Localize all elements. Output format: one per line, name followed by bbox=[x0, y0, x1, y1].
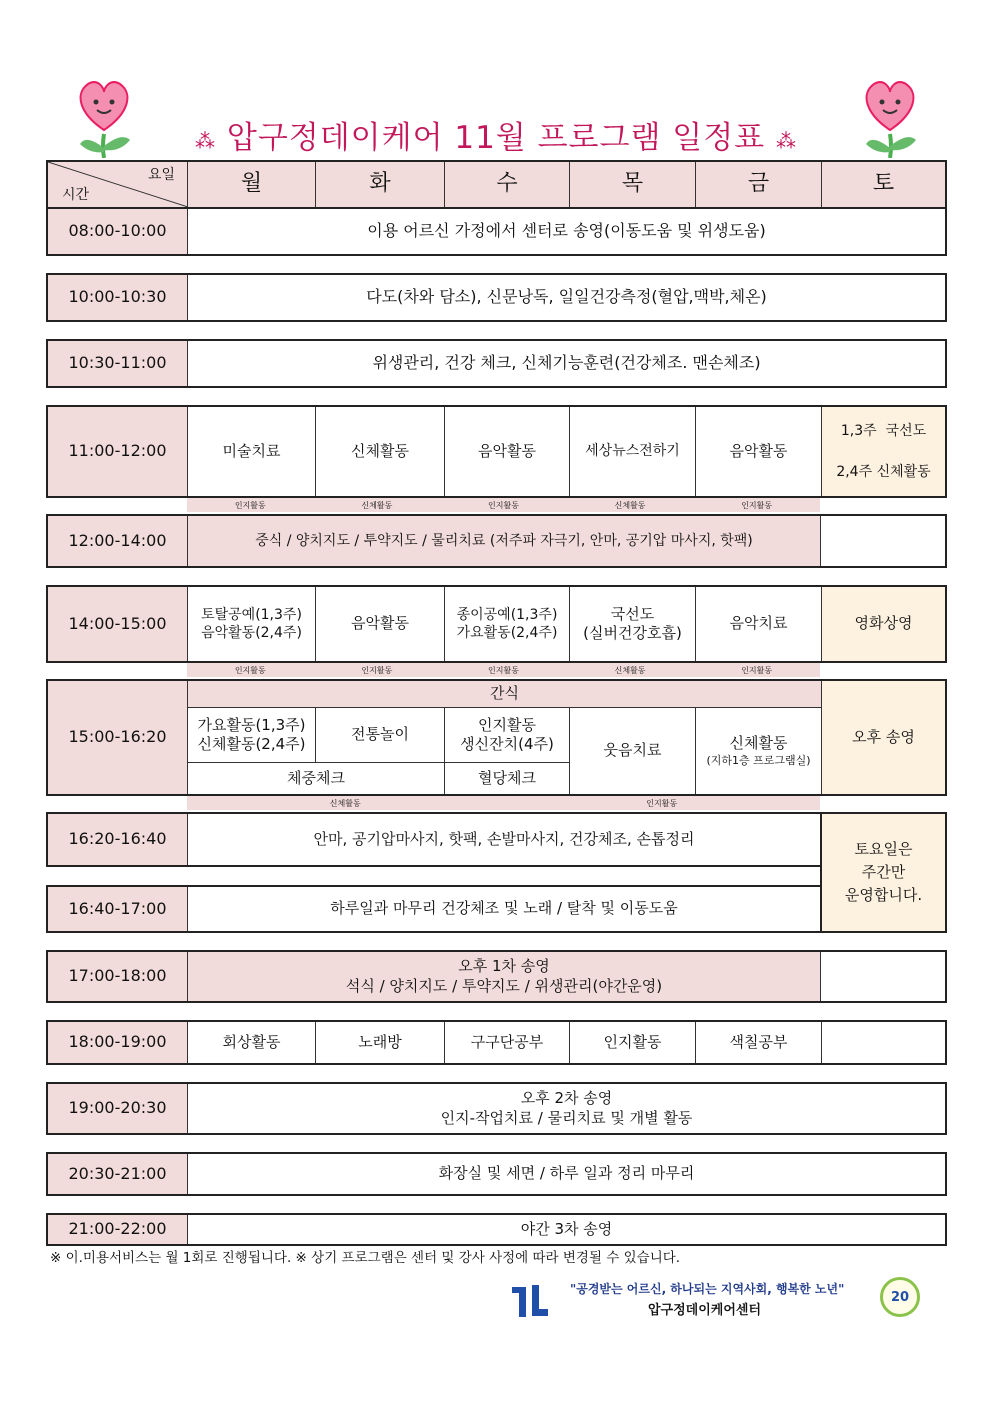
mon-activity: 회상활동 bbox=[222, 1032, 281, 1051]
saturday-note: 토요일은 주간만 운영합니다. bbox=[820, 812, 947, 933]
anniversary-badge-icon: 20 bbox=[880, 1277, 920, 1317]
sparkle-icon: ⁂ bbox=[195, 129, 217, 153]
wed-activity: 종이공예(1,3주) 가요활동(2,4주) bbox=[444, 587, 569, 661]
day-tue: 화 bbox=[315, 162, 444, 207]
row-1100 bbox=[46, 405, 947, 498]
row-1800 bbox=[46, 1020, 947, 1065]
activity-cell: 이용 어르신 가정에서 센터로 송영(이동도움 및 위생도움) bbox=[367, 221, 766, 241]
sat-activity: 영화상영 bbox=[821, 587, 945, 661]
row-2100 bbox=[46, 1213, 947, 1246]
time-cell: 17:00-18:00 bbox=[48, 952, 188, 1001]
thu-activity: 세상뉴스전하기 bbox=[569, 407, 695, 496]
time-cell: 10:00-10:30 bbox=[48, 275, 188, 320]
thu-activity: 웃음치료 bbox=[569, 708, 695, 794]
mon-activity: 미술치료 bbox=[222, 441, 281, 460]
activity-cell: 중식 / 양치지도 / 투약지도 / 물리치료 (저주파 자극기, 안마, 공기압 마사지, 핫팩) bbox=[188, 516, 821, 566]
time-cell: 15:00-16:20 bbox=[48, 681, 188, 794]
day-sat: 토 bbox=[821, 162, 945, 207]
activity-cell: 다도(차와 담소), 신문낭독, 일일건강측정(혈압,맥박,체온) bbox=[366, 287, 767, 307]
time-cell: 19:00-20:30 bbox=[48, 1084, 188, 1133]
row-1700 bbox=[46, 950, 947, 1003]
thu-activity: 인지활동 bbox=[569, 1022, 695, 1063]
day-mon: 월 bbox=[188, 162, 315, 207]
row-0800 bbox=[46, 207, 947, 256]
activity-cell: 오후 1차 송영 석식 / 양치지도 / 투약지도 / 위생관리(야간운영) bbox=[188, 952, 821, 1001]
footer bbox=[0, 1275, 992, 1325]
day-fri: 금 bbox=[695, 162, 821, 207]
activity-type-strip: 인지활동 인지활동 인지활동 신체활동 인지활동 bbox=[187, 663, 820, 677]
center-logo-icon bbox=[510, 1283, 550, 1319]
time-cell: 11:00-12:00 bbox=[48, 407, 188, 496]
tue-activity: 전통놀이 bbox=[315, 708, 444, 762]
tue-activity: 신체활동 bbox=[315, 407, 444, 496]
footnotes: ※ 이.미용서비스는 월 1회로 진행됩니다. ※ 상기 프로그램은 센터 및 강사 사정에 따라 변경될 수 있습니다. bbox=[50, 1250, 681, 1266]
time-cell: 16:40-17:00 bbox=[48, 887, 188, 931]
weight-check: 체중체크 bbox=[188, 762, 444, 794]
row-2030 bbox=[46, 1152, 947, 1196]
header-row bbox=[46, 160, 947, 209]
row-1000 bbox=[46, 273, 947, 322]
activity-cell: 화장실 및 세면 / 하루 일과 정리 마무리 bbox=[438, 1164, 695, 1183]
wed-activity: 인지활동 생신잔치(4주) bbox=[444, 708, 569, 762]
time-cell: 08:00-10:00 bbox=[48, 209, 188, 254]
title-area bbox=[0, 70, 992, 160]
fri-activity: 신체활동 (지하1층 프로그램실) bbox=[695, 708, 821, 794]
center-name: 압구정데이케어센터 bbox=[648, 1303, 762, 1318]
header-corner bbox=[48, 162, 188, 207]
activity-type-strip: 신체활동 인지활동 bbox=[187, 796, 820, 810]
row-1400 bbox=[46, 585, 947, 663]
sugar-check: 혈당체크 bbox=[444, 762, 569, 794]
sparkle-icon: ⁂ bbox=[775, 129, 797, 153]
activity-cell: 위생관리, 건강 체크, 신체기능훈련(건강체조. 맨손체조) bbox=[372, 353, 761, 373]
day-thu: 목 bbox=[569, 162, 695, 207]
activity-cell: 오후 2차 송영 인지-작업치료 / 물리치료 및 개별 활동 bbox=[440, 1089, 693, 1127]
time-cell: 12:00-14:00 bbox=[48, 516, 188, 566]
fri-activity: 음악활동 bbox=[695, 407, 821, 496]
mon-activity: 토탈공예(1,3주) 음악활동(2,4주) bbox=[201, 606, 302, 641]
tue-activity: 노래방 bbox=[315, 1022, 444, 1063]
mon-activity: 가요활동(1,3주) 신체활동(2,4주) bbox=[197, 715, 306, 753]
activity-cell: 안마, 공기압마사지, 핫팩, 손발마사지, 건강체조, 손톱정리 bbox=[313, 829, 695, 848]
sat-activity: 오후 송영 bbox=[821, 681, 945, 794]
fri-activity: 색칠공부 bbox=[695, 1022, 821, 1063]
fri-activity: 음악치료 bbox=[695, 587, 821, 661]
time-cell: 18:00-19:00 bbox=[48, 1022, 188, 1063]
page-title: ⁂ 압구정데이케어 11월 프로그램 일정표 ⁂ bbox=[195, 120, 797, 156]
wed-activity: 구구단공부 bbox=[444, 1022, 569, 1063]
row-1640 bbox=[46, 885, 822, 933]
time-cell: 16:20-16:40 bbox=[48, 814, 188, 865]
row-1030 bbox=[46, 339, 947, 388]
activity-type-strip: 인지활동 신체활동 인지활동 신체활동 인지활동 bbox=[187, 498, 820, 512]
row-1500 bbox=[46, 679, 947, 796]
time-label: 시간 bbox=[62, 186, 90, 203]
wed-activity: 음악활동 bbox=[444, 407, 569, 496]
thu-activity: 국선도 (실버건강호흡) bbox=[569, 587, 695, 661]
sat-activity: 1,3주 국선도 2,4주 신체활동 bbox=[821, 407, 945, 496]
time-cell: 21:00-22:00 bbox=[48, 1215, 188, 1244]
snack-cell: 간식 bbox=[188, 681, 821, 708]
activity-cell: 야간 3차 송영 bbox=[520, 1219, 613, 1238]
row-1200 bbox=[46, 514, 947, 568]
row-1620 bbox=[46, 812, 822, 867]
sat-empty bbox=[821, 1022, 945, 1063]
row-1900 bbox=[46, 1082, 947, 1135]
time-cell: 20:30-21:00 bbox=[48, 1154, 188, 1194]
slogan: "공경받는 어르신, 하나되는 지역사회, 행복한 노년" bbox=[570, 1282, 845, 1296]
day-wed: 수 bbox=[444, 162, 569, 207]
time-cell: 10:30-11:00 bbox=[48, 341, 188, 386]
tue-activity: 음악활동 bbox=[315, 587, 444, 661]
activity-cell: 하루일과 마무리 건강체조 및 노래 / 탈착 및 이동도움 bbox=[330, 899, 678, 918]
day-label: 요일 bbox=[147, 167, 175, 183]
time-cell: 14:00-15:00 bbox=[48, 587, 188, 661]
